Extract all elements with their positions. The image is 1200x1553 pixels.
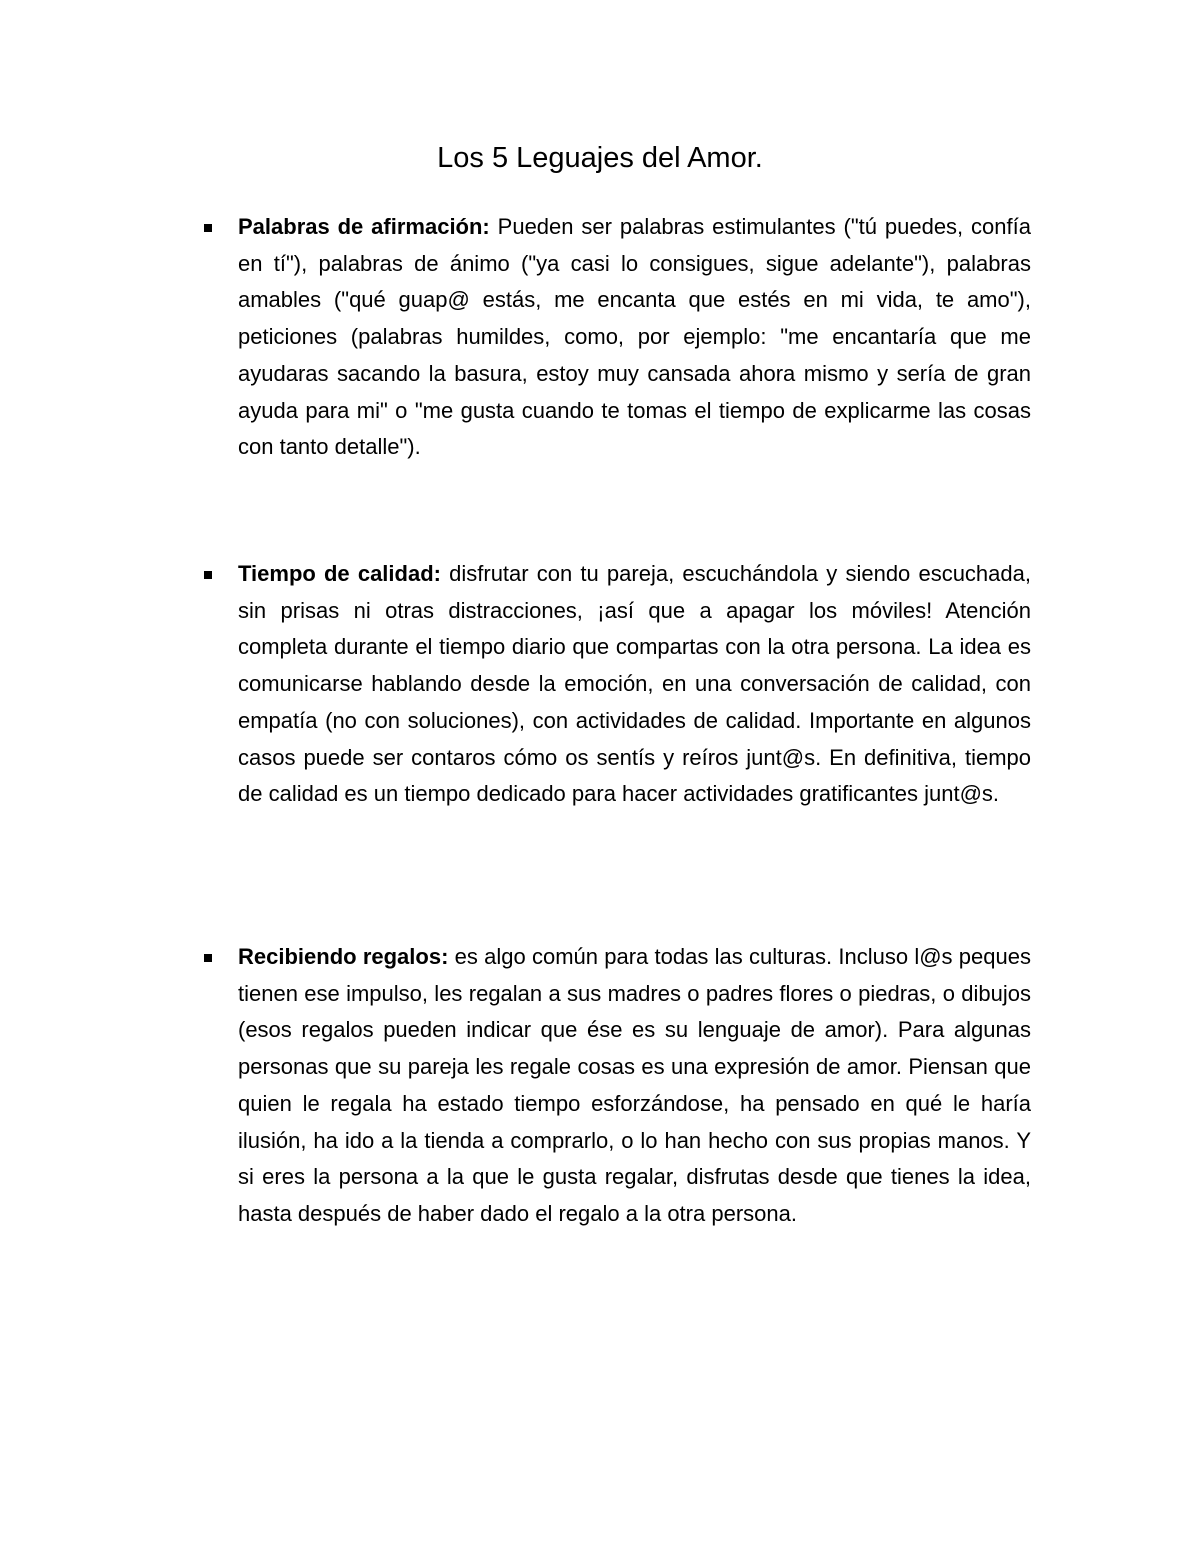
section-heading: Tiempo de calidad: <box>238 561 441 586</box>
square-bullet-icon <box>204 224 212 232</box>
square-bullet-icon <box>204 954 212 962</box>
list-item-recibiendo-regalos <box>238 939 1031 1233</box>
section-text: Pueden ser palabras estimulantes ("tú puedes, confía en tí"), palabras de ánimo ("ya casi lo consigues, sigue adelante"), palabras amables ("qué guap@ estás, me encanta que estés en mi vida, te amo"), peticiones (palabras humildes, como, por ejemplo: "me encantaría que me ayudaras sacando la basura, estoy muy cansada ahora mismo y sería de gran ayuda para mi" o "me gusta cuando te tomas el tiempo de explicarme las cosas con tanto detalle"). <box>238 214 1031 460</box>
section-heading: Recibiendo regalos: <box>238 944 449 969</box>
list-item-palabras-de-afirmacion <box>238 209 1031 466</box>
section-heading: Palabras de afirmación: <box>238 214 490 239</box>
list-item-tiempo-de-calidad <box>238 556 1031 813</box>
square-bullet-icon <box>204 571 212 579</box>
document-title: Los 5 Leguajes del Amor. <box>437 142 763 174</box>
section-text: es algo común para todas las culturas. Incluso l@s peques tienen ese impulso, les regalan a sus madres o padres flores o piedras, o dibujos (esos regalos pueden indicar que ése es su lenguaje de amor). Para algunas personas que su pareja les regale cosas es una expresión de amor. Piensan que quien le regala ha estado tiempo esforzándose, ha pensado en qué le haría ilusión, ha ido a la tienda a comprarlo, o lo han hecho con sus propias manos. Y si eres la persona a la que le gusta regalar, disfrutas desde que tienes la idea, hasta después de haber dado el regalo a la otra persona. <box>238 944 1031 1226</box>
section-text: disfrutar con tu pareja, escuchándola y siendo escuchada, sin prisas ni otras distracciones, ¡así que a apagar los móviles! Atención completa durante el tiempo diario que compartas con la otra persona. La idea es comunicarse hablando desde la emoción, en una conversación de calidad, con empatía (no con soluciones), con actividades de calidad. Importante en algunos casos puede ser contaros cómo os sentís y reíros junt@s. En definitiva, tiempo de calidad es un tiempo dedicado para hacer actividades gratificantes junt@s. <box>238 561 1031 807</box>
